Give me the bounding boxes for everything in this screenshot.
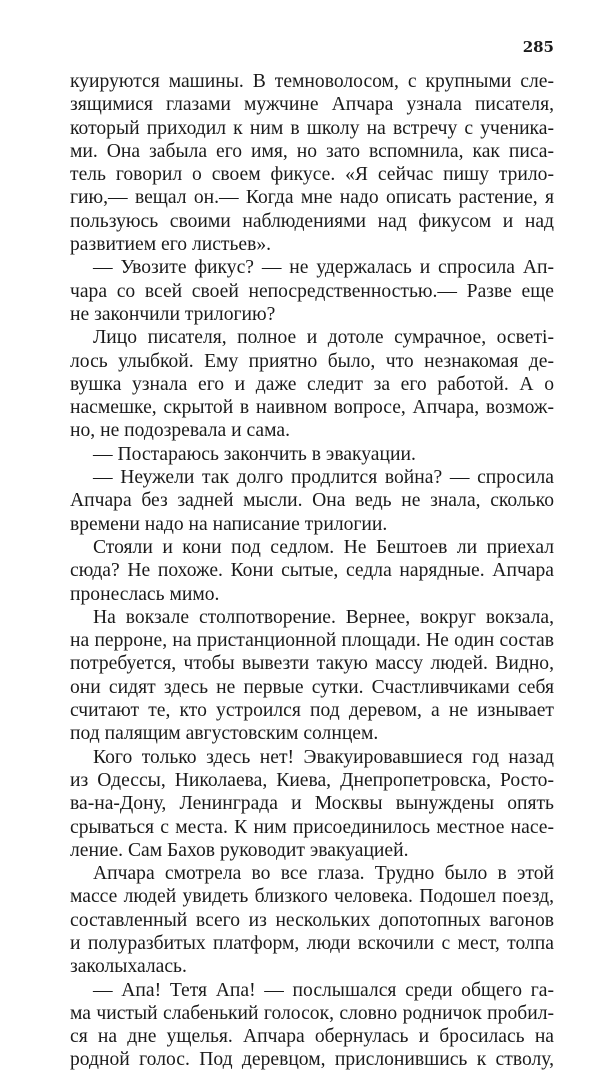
- text-line: но, не подозревала и сама.: [70, 420, 290, 442]
- text-line: ся на дне ущелья. Апчара обернулась и бросилась на: [70, 1026, 554, 1048]
- text-line: лось улыбкой. Ему приятно было, что незнакомая де-: [70, 350, 554, 372]
- text-line: ма чистый слабенький голосок, словно родничок пробил-: [70, 1002, 554, 1024]
- text-line: — Увозите фикус? — не удержалась и спросила Ап-: [93, 257, 554, 279]
- body-text: [70, 70, 554, 1072]
- text-line: На вокзале столпотворение. Вернее, вокруг вокзала,: [93, 606, 554, 628]
- text-line: который приходил к ним в школу на встречу с ученика-: [70, 117, 554, 139]
- text-line: сюда? Не похоже. Кони сытые, седла нарядные. Апчара: [70, 560, 554, 582]
- text-line: Апчара смотрела во все глаза. Трудно было в этой: [93, 863, 554, 885]
- text-line: зящимися глазами мужчине Апчара узнала писателя,: [70, 94, 554, 116]
- text-line: массе людей увидеть близкого человека. Подошел поезд,: [70, 886, 554, 908]
- text-line: тель говорил о своем фикусе. «Я сейчас пишу трило-: [70, 164, 554, 186]
- text-line: под палящим августовским солнцем.: [70, 723, 379, 745]
- text-line: чара со всей своей непосредственностью.— Разве еще: [70, 280, 554, 302]
- text-line: — Апа! Тетя Апа! — послышался среди общего га-: [93, 979, 554, 1001]
- text-line: Апчара без задней мысли. Она ведь не знала, сколько: [70, 490, 554, 512]
- text-line: ми. Она забыла его имя, но зато вспомнила, как писа-: [70, 140, 554, 162]
- text-line: куируются машины. В темноволосом, с крупными сле-: [70, 71, 554, 92]
- text-line: вушка узнала его и даже следит за его работой. А о: [70, 373, 554, 395]
- text-line: пронеслась мимо.: [70, 583, 220, 605]
- text-line: пользуюсь своими наблюдениями над фикусом и над: [70, 210, 554, 232]
- text-line: и полуразбитых платформ, люди вскочили с мест, толпа: [70, 932, 554, 954]
- text-line: Стояли и кони под седлом. Не Бештоев ли приехал: [93, 536, 554, 558]
- text-line: составленный всего из нескольких допотопных вагонов: [70, 909, 554, 931]
- text-line: из Одессы, Николаева, Киева, Днепропетровска, Росто-: [70, 769, 554, 791]
- page-number: 285: [522, 38, 554, 56]
- text-line: заколыхалась.: [70, 956, 187, 978]
- text-line: ление. Сам Бахов руководит эвакуацией.: [70, 839, 409, 861]
- text-line: — Постараюсь закончить в эвакуации.: [93, 443, 416, 465]
- text-line: времени надо на написание трилогии.: [70, 513, 388, 535]
- text-line: насмешке, скрытой в наивном вопросе, Апчара, возмож-: [70, 397, 554, 419]
- text-line: развитием его листьев».: [70, 234, 272, 256]
- text-line: считают те, кто устроился под деревом, а не изнывает: [70, 700, 554, 722]
- text-line: на перроне, на пристанционной площади. Не один состав: [70, 630, 554, 652]
- text-line: родной голос. Под деревцом, прислонившись к стволу,: [70, 1049, 554, 1071]
- text-line: — Неужели так долго продлится война? — спросила: [93, 467, 554, 489]
- text-line: они сидят здесь не первые сутки. Счастливчиками себя: [70, 676, 554, 698]
- text-line: гию,— вещал он.— Когда мне надо описать растение, я: [70, 187, 554, 209]
- text-line: срываться с места. К ним присоединилось местное насе-: [70, 816, 554, 838]
- text-line: ва-на-Дону, Ленинграда и Москвы вынуждены опять: [70, 793, 554, 815]
- text-line: Лицо писателя, полное и дотоле сумрачное, осветі-: [93, 327, 554, 349]
- text-line: Кого только здесь нет! Эвакуировавшиеся год назад: [93, 746, 554, 768]
- text-line: потребуется, чтобы вывезти такую массу людей. Видно,: [70, 653, 554, 675]
- text-line: не закончили трилогию?: [70, 303, 276, 325]
